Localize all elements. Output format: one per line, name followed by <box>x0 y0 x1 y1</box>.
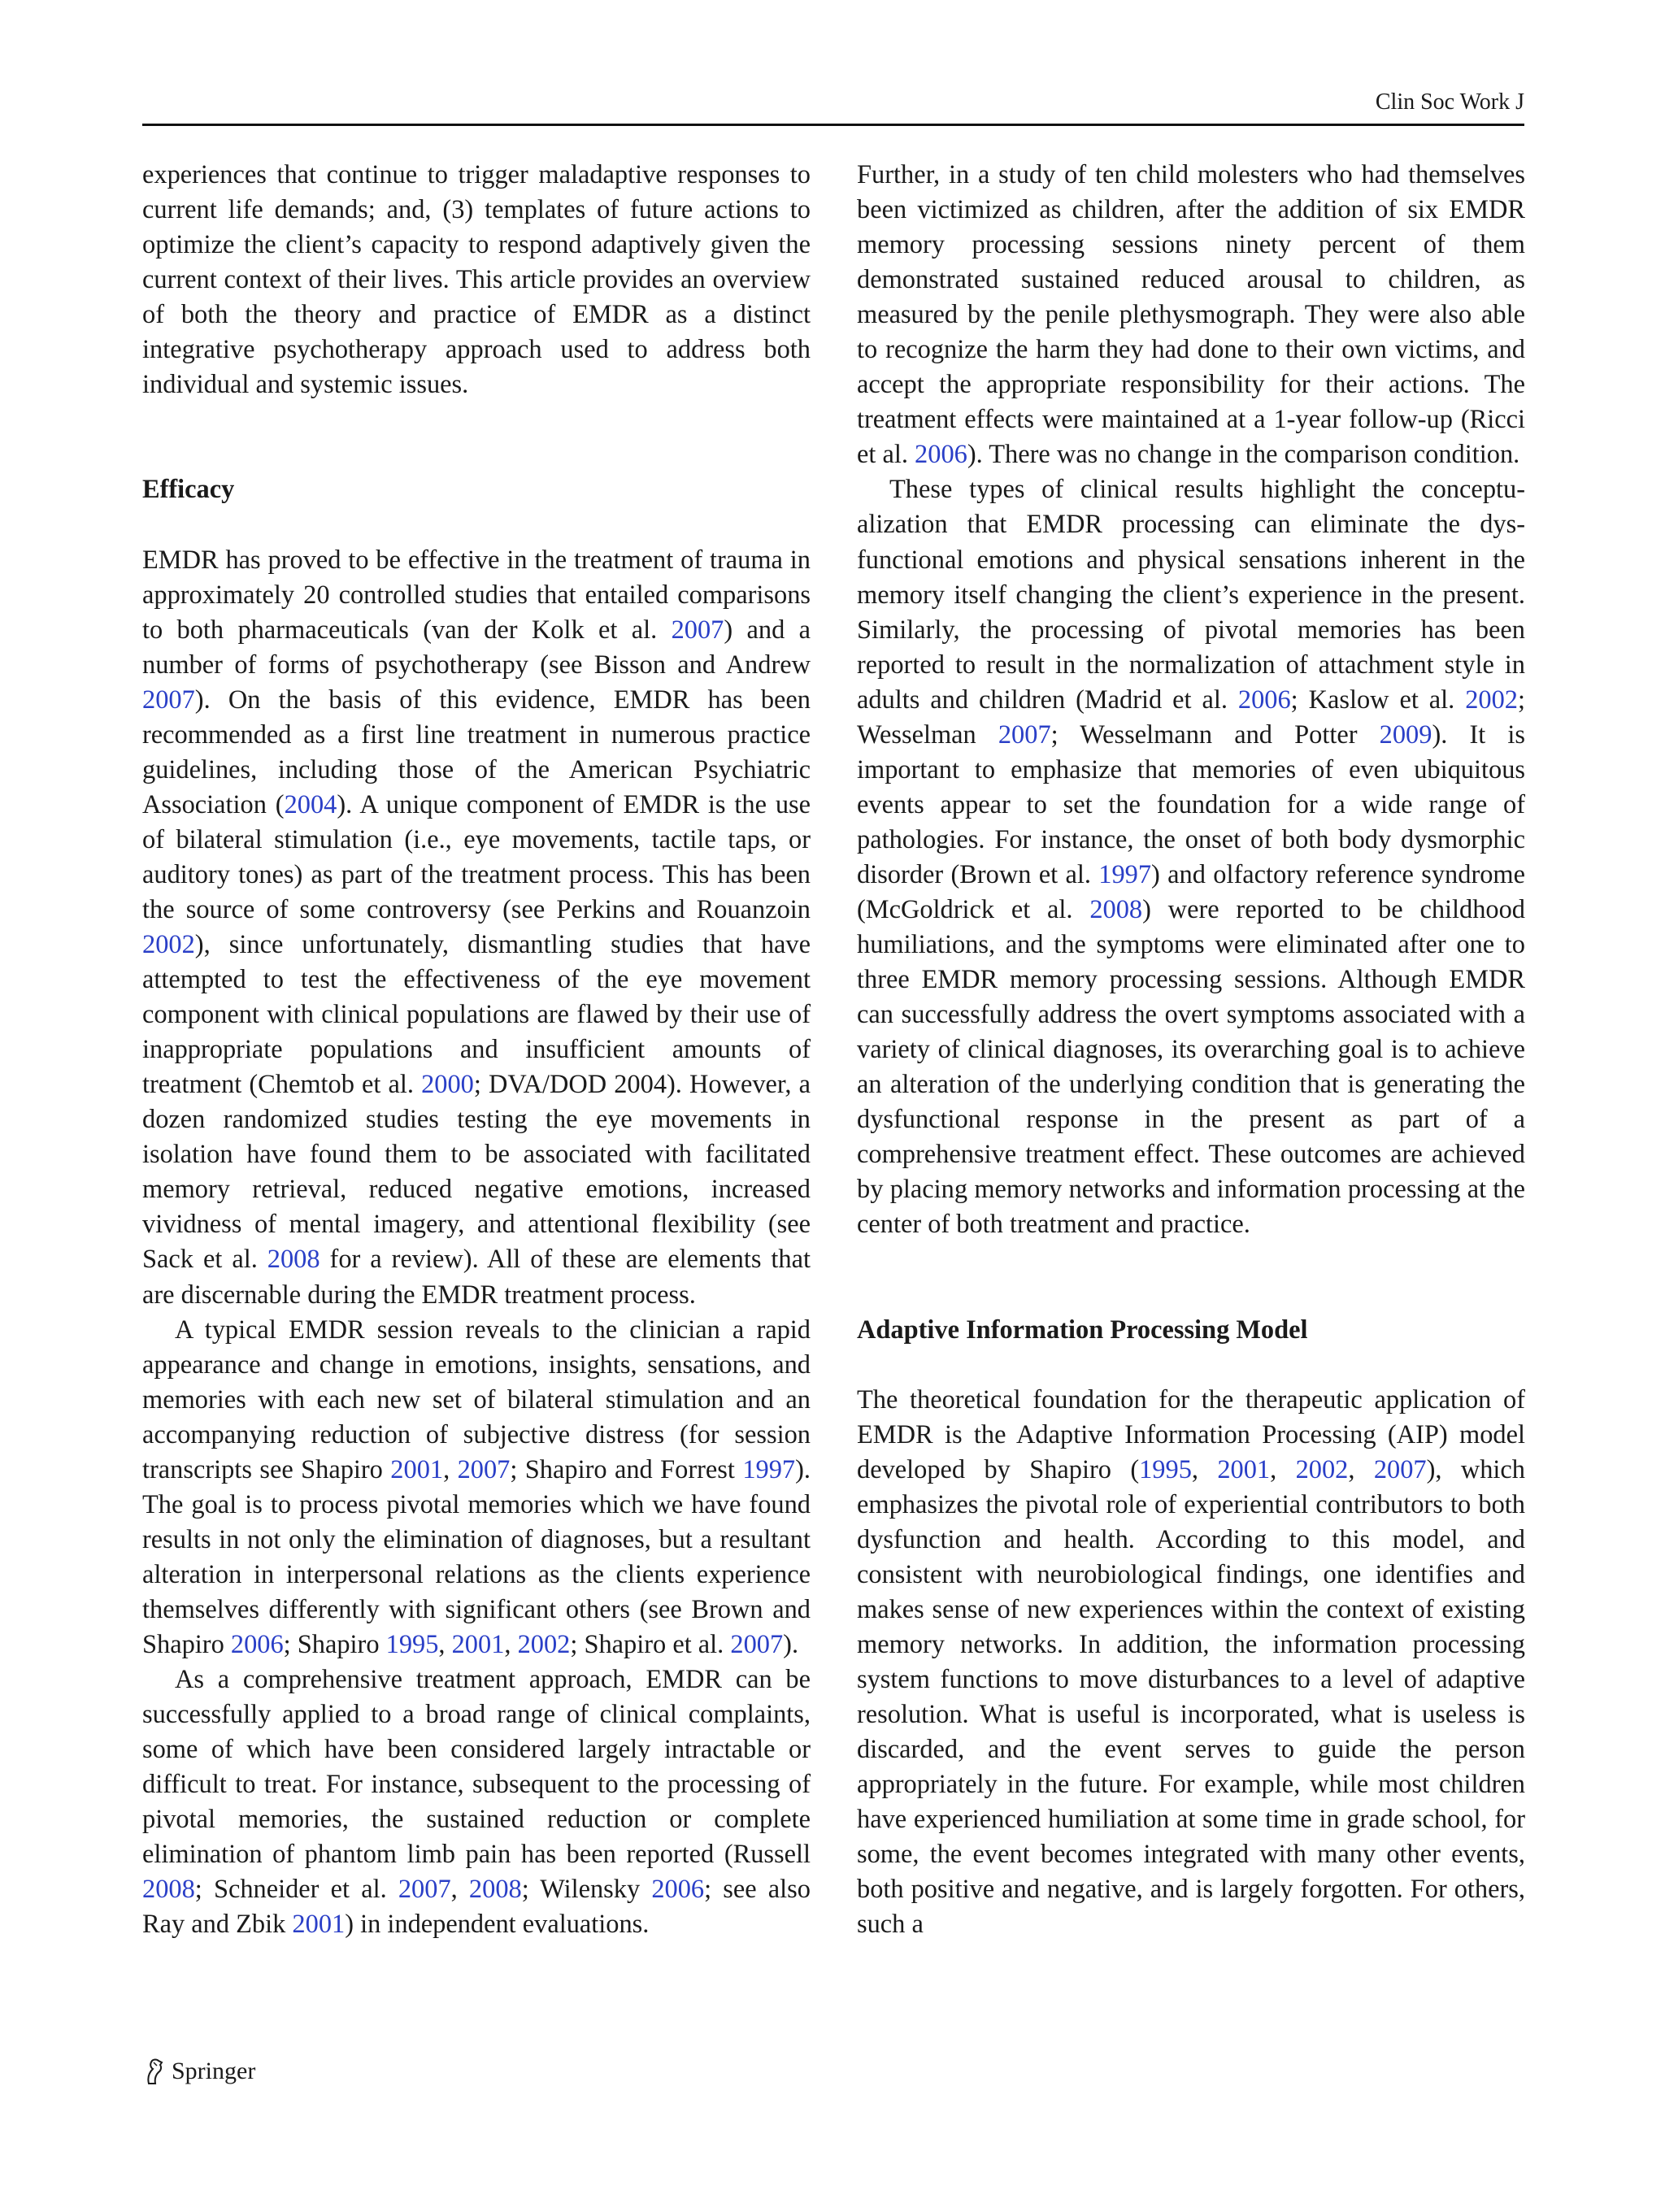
citation-link[interactable]: 2007 <box>998 719 1051 750</box>
text-run: ) were reported to be childhood humiliations, and the symptoms were eliminated after one to three EMDR memory processing sessions. Although EMDR can successfully address the overt symptoms associated with a variety of clinical diagnoses, its overarching goal is to achieve an alteration of the underlying condition that is generating the dysfunctional response in the present as part of a comprehensive treatment effect. These outcomes are achieved by placing memory networks and information processing at the center of both treatment and practice. <box>857 894 1525 1240</box>
paragraph <box>142 1662 811 1942</box>
text-run: ). It is important to emphasize that memories of even ubiquitous events appear to set the foundation for a wide range of pathologies. For instance, the onset of both body dysmorphic disorder (Brown et al. <box>857 719 1525 889</box>
citation-link[interactable]: 1995 <box>1139 1454 1192 1484</box>
text-run: A typical EMDR session reveals to the clinician a rapid appearance and change in emotions, insights, sensations, and memories with each new set of bilateral stimulation and an accompanying reduction of subjective distress (for session transcripts see Shapiro <box>142 1315 811 1484</box>
text-run: , <box>1270 1454 1296 1484</box>
text-run: , <box>443 1454 458 1484</box>
section-heading-efficacy: Efficacy <box>142 475 235 505</box>
text-run: , <box>1348 1454 1374 1484</box>
citation-link[interactable]: 2002 <box>1295 1454 1349 1484</box>
text-run: , <box>450 1875 469 1905</box>
text-run: ; Shapiro <box>283 1629 386 1659</box>
citation-link[interactable]: 2001 <box>292 1910 346 1940</box>
section-heading-aip: Adaptive Information Processing Model <box>857 1315 1308 1345</box>
text-run: ; Schneider et al. <box>194 1875 398 1905</box>
text-run: ), which emphasizes the pivotal role of experiential contributors to both dysfunction and health. According to this model, and consistent with neurobiological findings, one identifies and makes sense of new experiences within the context of existing memory networks. In addition, the information processing system functions to move disturbances to a level of adaptive resolution. What is useful is incorporated, what is useless is discarded, and the event serves to guide the person appropriately in the future. For example, while most children have experienced humiliation at some time in grade school, for some, the event becomes integrated with many other events, both positive and negative, and is largely forgotten. For others, such a <box>857 1454 1525 1940</box>
text-run: Further, in a study of ten child molesters who had themselves been victimized as children, after the addition of six EMDR memory processing sessions ninety percent of them demonstrated sustained reduced arousal to children, as measured by the penile plethysmograph. They were also able to recognize the harm they had done to their own victims, and accept the appropriate responsibility for their actions. The treatment effects were maintained at a 1-year follow-up (Ricci et al. <box>857 160 1525 470</box>
citation-link[interactable]: 2001 <box>1217 1454 1271 1484</box>
citation-link[interactable]: 2007 <box>671 615 724 645</box>
right-column <box>857 158 1525 1942</box>
text-run: , <box>1191 1454 1218 1484</box>
citation-link[interactable]: 2002 <box>1465 684 1518 715</box>
text-run: ; Wilensky <box>521 1875 652 1905</box>
citation-link[interactable]: 2007 <box>142 684 195 715</box>
paragraph <box>142 543 811 1313</box>
text-run: ) and a number of forms of psychotherapy (see Bisson and Andrew <box>142 615 811 680</box>
citation-link[interactable]: 2008 <box>142 1875 195 1905</box>
text-run: ). A unique component of EMDR is the use of bilateral stimulation (i.e., eye movements, tactile taps, or auditory tones) as part of the treatment process. This has been the source of some controversy (see Perkins and Rouanzoin <box>142 789 811 924</box>
citation-link[interactable]: 2001 <box>451 1629 505 1659</box>
text-run: ; Kaslow et al. <box>1290 684 1466 715</box>
springer-horse-icon <box>142 2058 167 2085</box>
text-run: ). <box>783 1629 799 1659</box>
text-run: These types of clinical results highlight the conceptualization that EMDR processing can eliminate the dysfunctional emotions and physical sensations inherent in the memory itself changing the client’s experience in the present. Similarly, the processing of pivotal memories has been reported to result in the normalization of attachment style in adults and children (Madrid et al. <box>857 475 1525 715</box>
text-run: ; Wesselmann and Potter <box>1050 719 1380 750</box>
text-run: ; Wesselman <box>857 684 1525 750</box>
citation-link[interactable]: 2002 <box>517 1629 571 1659</box>
citation-link[interactable]: 2002 <box>142 930 195 960</box>
citation-link[interactable]: 2006 <box>1237 684 1291 715</box>
text-run: experiences that continue to trigger maladaptive responses to current life demands; and, (3) templates of future actions to optimize the client’s capacity to respond adaptively given the current context of their lives. This article provides an overview of both the theory and practice of EMDR as a distinct integrative psychotherapy approach used to address both individual and systemic issues. <box>142 160 811 400</box>
citation-link[interactable]: 2004 <box>284 789 337 819</box>
paragraph <box>857 158 1525 472</box>
section-spacer <box>142 402 811 472</box>
citation-link[interactable]: 2007 <box>457 1454 511 1484</box>
header-rule <box>142 124 1524 126</box>
text-run: ; Shapiro and Forrest <box>510 1454 743 1484</box>
paragraph <box>857 472 1525 1242</box>
citation-link[interactable]: 1995 <box>385 1629 439 1659</box>
running-head: Clin Soc Work J <box>1375 89 1524 115</box>
text-run: The theoretical foundation for the therapeutic application of EMDR is the Adaptive Information Processing (AIP) model developed by Shapiro ( <box>857 1384 1525 1484</box>
publisher-name: Springer <box>172 2058 256 2084</box>
citation-link[interactable]: 2006 <box>651 1875 705 1905</box>
text-run: ). There was no change in the comparison condition. <box>967 440 1520 470</box>
text-run: ; DVA/DOD 2004). However, a dozen randomized studies testing the eye movements in isolation have found them to be associated with facilitated memory retrieval, reduced negative emotions, increased vividness of mental imagery, and attentional flexibility (see Sack et al. <box>142 1070 811 1275</box>
citation-link[interactable]: 1997 <box>742 1454 796 1484</box>
citation-link[interactable]: 2007 <box>1373 1454 1427 1484</box>
citation-link[interactable]: 2007 <box>730 1629 784 1659</box>
text-run: ). The goal is to process pivotal memories which we have found results in not only the elimination of diagnoses, but a resultant alteration in interpersonal relations as the clients experience themselves differently with significant others (see Brown and Shapiro <box>142 1454 811 1659</box>
section-spacer <box>142 507 811 542</box>
citation-link[interactable]: 1997 <box>1098 859 1152 889</box>
citation-link[interactable]: 2008 <box>468 1875 522 1905</box>
section-spacer <box>857 1242 1525 1312</box>
left-column <box>142 158 811 1942</box>
paragraph <box>857 1383 1525 1943</box>
paragraph <box>142 158 811 402</box>
text-run: ) and olfactory reference syndrome (McGoldrick et al. <box>857 859 1525 924</box>
citation-link[interactable]: 2006 <box>230 1629 284 1659</box>
text-run: for a review). All of these are elements that are discernable during the EMDR treatment process. <box>142 1245 811 1310</box>
text-run: EMDR has proved to be effective in the treatment of trauma in approximately 20 controlled studies that entailed comparisons to both pharmaceuticals (van der Kolk et al. <box>142 545 811 645</box>
section-spacer <box>857 1348 1525 1383</box>
text-run: ) in independent evaluations. <box>345 1910 650 1940</box>
citation-link[interactable]: 2000 <box>421 1070 474 1100</box>
paragraph <box>142 1313 811 1662</box>
citation-link[interactable]: 2008 <box>1089 894 1143 924</box>
text-run: As a comprehensive treatment approach, EMDR can be successfully applied to a broad range of clinical complaints, some of which have been considered largely intractable or difficult to treat. For instance, subsequent to the processing of pivotal memories, the sustained reduction or complete elimination of phantom limb pain has been reported (Russell <box>142 1665 811 1870</box>
text-run: ), since unfortunately, dismantling studies that have attempted to test the effectiveness of the eye movement component with clinical populations are flawed by their use of inappropriate populations and insufficient amounts of treatment (Chemtob et al. <box>142 930 811 1100</box>
citation-link[interactable]: 2006 <box>915 440 967 470</box>
text-run: , <box>504 1629 518 1659</box>
text-run: ). On the basis of this evidence, EMDR has been recommended as a first line treatment in numerous practice guidelines, including those of the American Psychiatric Association ( <box>142 684 811 819</box>
text-run: , <box>438 1629 452 1659</box>
citation-link[interactable]: 2001 <box>390 1454 444 1484</box>
citation-link[interactable]: 2009 <box>1379 719 1432 750</box>
text-run: ; see also Ray and Zbik <box>142 1875 811 1940</box>
text-run: ; Shapiro et al. <box>570 1629 731 1659</box>
citation-link[interactable]: 2008 <box>267 1245 320 1275</box>
publisher-logo <box>142 2057 255 2086</box>
citation-link[interactable]: 2007 <box>398 1875 451 1905</box>
